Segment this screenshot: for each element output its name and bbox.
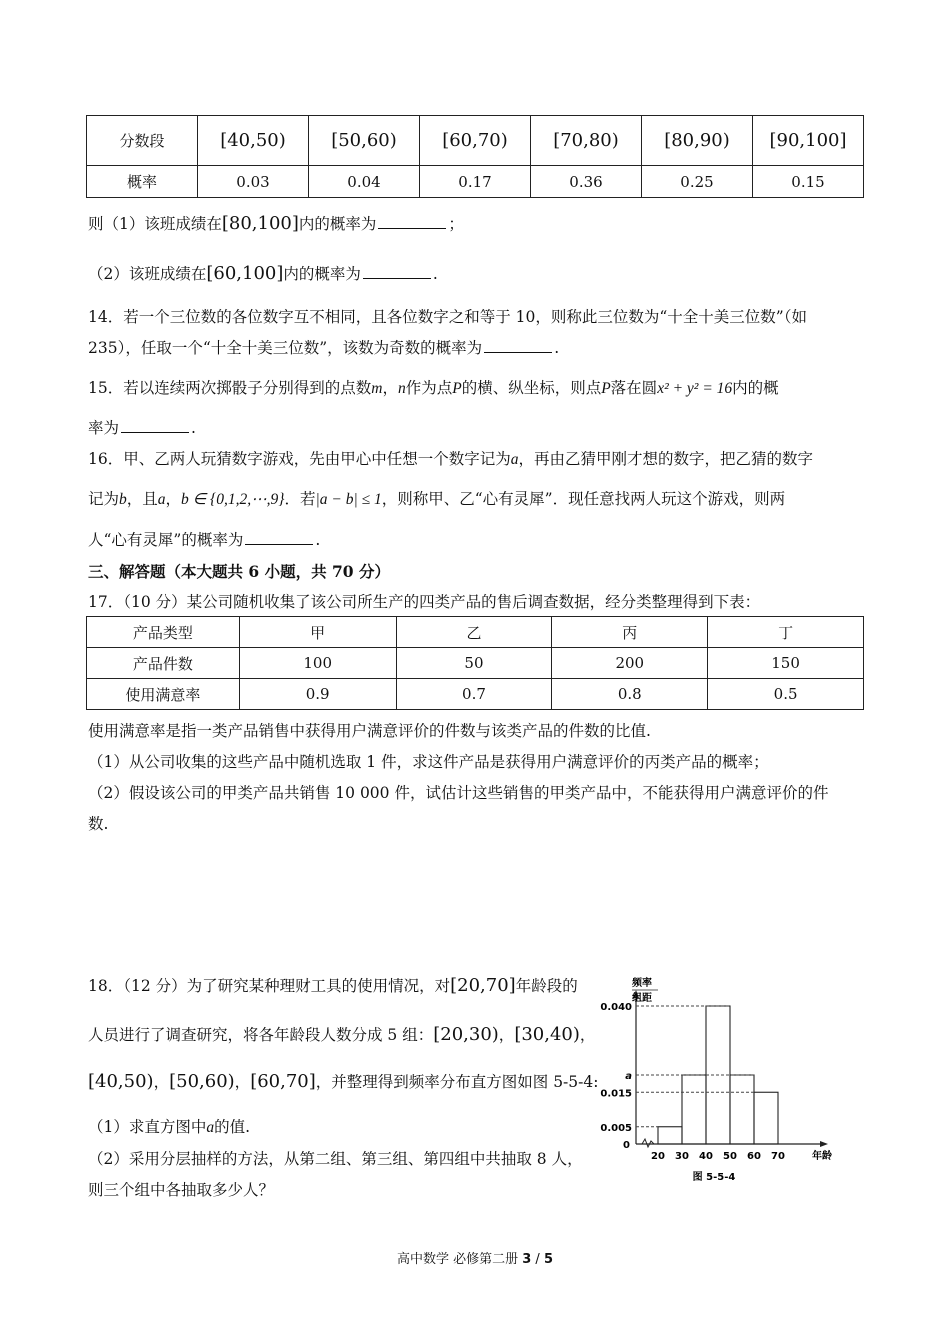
answer-blank[interactable]: [121, 418, 189, 433]
answer-blank[interactable]: [484, 338, 552, 353]
table-cell: 0.17: [420, 166, 531, 198]
section-heading: 三、解答题（本大题共 6 小题，共 70 分）: [88, 562, 390, 581]
x-tick-label: 50: [723, 1151, 737, 1162]
y-tick-label: 0.040: [600, 1002, 632, 1013]
q15-line2: 率为 .: [88, 419, 196, 437]
answer-blank[interactable]: [363, 264, 431, 279]
answer-blank[interactable]: [378, 214, 446, 229]
table-cell: 200: [552, 648, 708, 679]
q14-line1: 14．若一个三位数的各位数字互不相同，且各位数字之和等于 10，则称此三位数为“十全十美三位数”（如: [88, 308, 807, 326]
table-cell: 甲: [239, 617, 396, 648]
x-tick-label: 60: [747, 1151, 761, 1162]
table-cell: 乙: [396, 617, 552, 648]
score-probability-table: [86, 115, 864, 198]
q17-part2-line2: 数.: [88, 815, 109, 833]
table-header-cell: [50,60): [309, 116, 420, 166]
q16-line2: 记为b，且a，b ∈ {0,1,2,⋯,9}．若|a − b| ≤ 1，则称甲、乙“心有灵犀”．现任意找两人玩这个游戏，则两: [88, 490, 786, 508]
table-header-cell: [70,80): [531, 116, 642, 166]
y-tick-label: 0.015: [600, 1088, 632, 1100]
origin-label: 0: [623, 1140, 630, 1151]
y-label-bottom: 组距: [632, 993, 652, 1004]
q18-part2-line1: （2）采用分层抽样的方法，从第二组、第三组、第四组中共抽取 8 人，: [88, 1150, 583, 1168]
q14-line2: 235），任取一个“十全十美三位数”，该数为奇数的概率为 .: [88, 339, 560, 357]
page-footer: 高中数学 必修第二册 3 / 5: [396, 1252, 553, 1267]
q13-part1: 则（1）该班成绩在[80,100]内的概率为 ；: [88, 213, 464, 234]
y-tick-label: 0.005: [600, 1122, 632, 1134]
q15-line1: 15．若以连续两次掷骰子分别得到的点数m，n作为点P的横、纵坐标，则点P落在圆x² + y² = 16内的概: [88, 379, 779, 397]
q18-line2: 人员进行了调查研究，将各年龄段人数分成 5 组：[20,30)，[30,40)，: [88, 1024, 596, 1045]
table-cell: 0.7: [396, 679, 552, 710]
y-tick-label: a: [625, 1071, 632, 1082]
q13-part2: （2）该班成绩在[60,100]内的概率为 .: [88, 263, 438, 284]
x-tick-label: 40: [699, 1151, 713, 1162]
table-header-cell: [80,90): [642, 116, 753, 166]
table-cell: 0.25: [642, 166, 753, 198]
table-cell: 50: [396, 648, 552, 679]
x-tick-label: 20: [651, 1151, 665, 1162]
q17-part1: （1）从公司收集的这些产品中随机选取 1 件，求这件产品是获得用户满意评价的丙类产品的概率；: [88, 753, 769, 771]
table-cell: 0.36: [531, 166, 642, 198]
q18-line3: [40,50)，[50,60)，[60,70]，并整理得到频率分布直方图如图 5-5-4:: [88, 1071, 599, 1092]
table-cell: 概率: [87, 166, 198, 198]
table-cell: 使用满意率: [87, 679, 240, 710]
table-cell: 0.8: [552, 679, 708, 710]
axis-break: [642, 1139, 654, 1147]
q18-part1: （1）求直方图中a的值.: [88, 1118, 251, 1136]
answer-blank[interactable]: [245, 530, 313, 545]
frequency-histogram: [596, 972, 846, 1192]
q18-line1: 18．（12 分）为了研究某种理财工具的使用情况，对[20,70]年龄段的: [88, 975, 578, 996]
histogram-bar: [682, 1075, 706, 1144]
q17-part2-line1: （2）假设该公司的甲类产品共销售 10 000 件，试估计这些销售的甲类产品中，不能获得用户满意评价的件: [88, 784, 829, 802]
table-cell: 100: [239, 648, 396, 679]
table-cell: 0.04: [309, 166, 420, 198]
q17-intro: 17．（10 分）某公司随机收集了该公司所生产的四类产品的售后调查数据，经分类整理得到下表：: [88, 593, 761, 611]
table-cell: 0.03: [198, 166, 309, 198]
q18-part2-line2: 则三个组中各抽取多少人？: [88, 1181, 275, 1199]
table-cell: 产品类型: [87, 617, 240, 648]
histogram-bar: [658, 1127, 682, 1144]
histogram-bar: [754, 1092, 778, 1144]
table-header-cell: [40,50): [198, 116, 309, 166]
table-cell: 丙: [552, 617, 708, 648]
table-header-cell: 分数段: [87, 116, 198, 166]
figure-caption: 图 5-5-4: [692, 1172, 736, 1183]
product-table: [86, 616, 864, 710]
x-axis-arrow: [820, 1141, 828, 1147]
table-cell: 产品件数: [87, 648, 240, 679]
q16-line1: 16．甲、乙两人玩猜数字游戏，先由甲心中任想一个数字记为a，再由乙猜甲刚才想的数字，把乙猜的数字: [88, 450, 813, 468]
x-tick-label: 30: [675, 1151, 689, 1162]
table-cell: 0.5: [708, 679, 864, 710]
histogram-bar: [730, 1075, 754, 1144]
table-cell: 150: [708, 648, 864, 679]
table-cell: 0.9: [239, 679, 396, 710]
q16-line3: 人“心有灵犀”的概率为 .: [88, 531, 321, 549]
q17-note: 使用满意率是指一类产品销售中获得用户满意评价的件数与该类产品的件数的比值.: [88, 722, 651, 740]
x-axis-label: 年龄: [812, 1151, 832, 1162]
table-cell: 丁: [708, 617, 864, 648]
x-tick-label: 70: [771, 1151, 785, 1162]
y-label-top: 频率: [632, 978, 652, 989]
table-header-cell: [90,100]: [753, 116, 864, 166]
table-cell: 0.15: [753, 166, 864, 198]
table-header-cell: [60,70): [420, 116, 531, 166]
